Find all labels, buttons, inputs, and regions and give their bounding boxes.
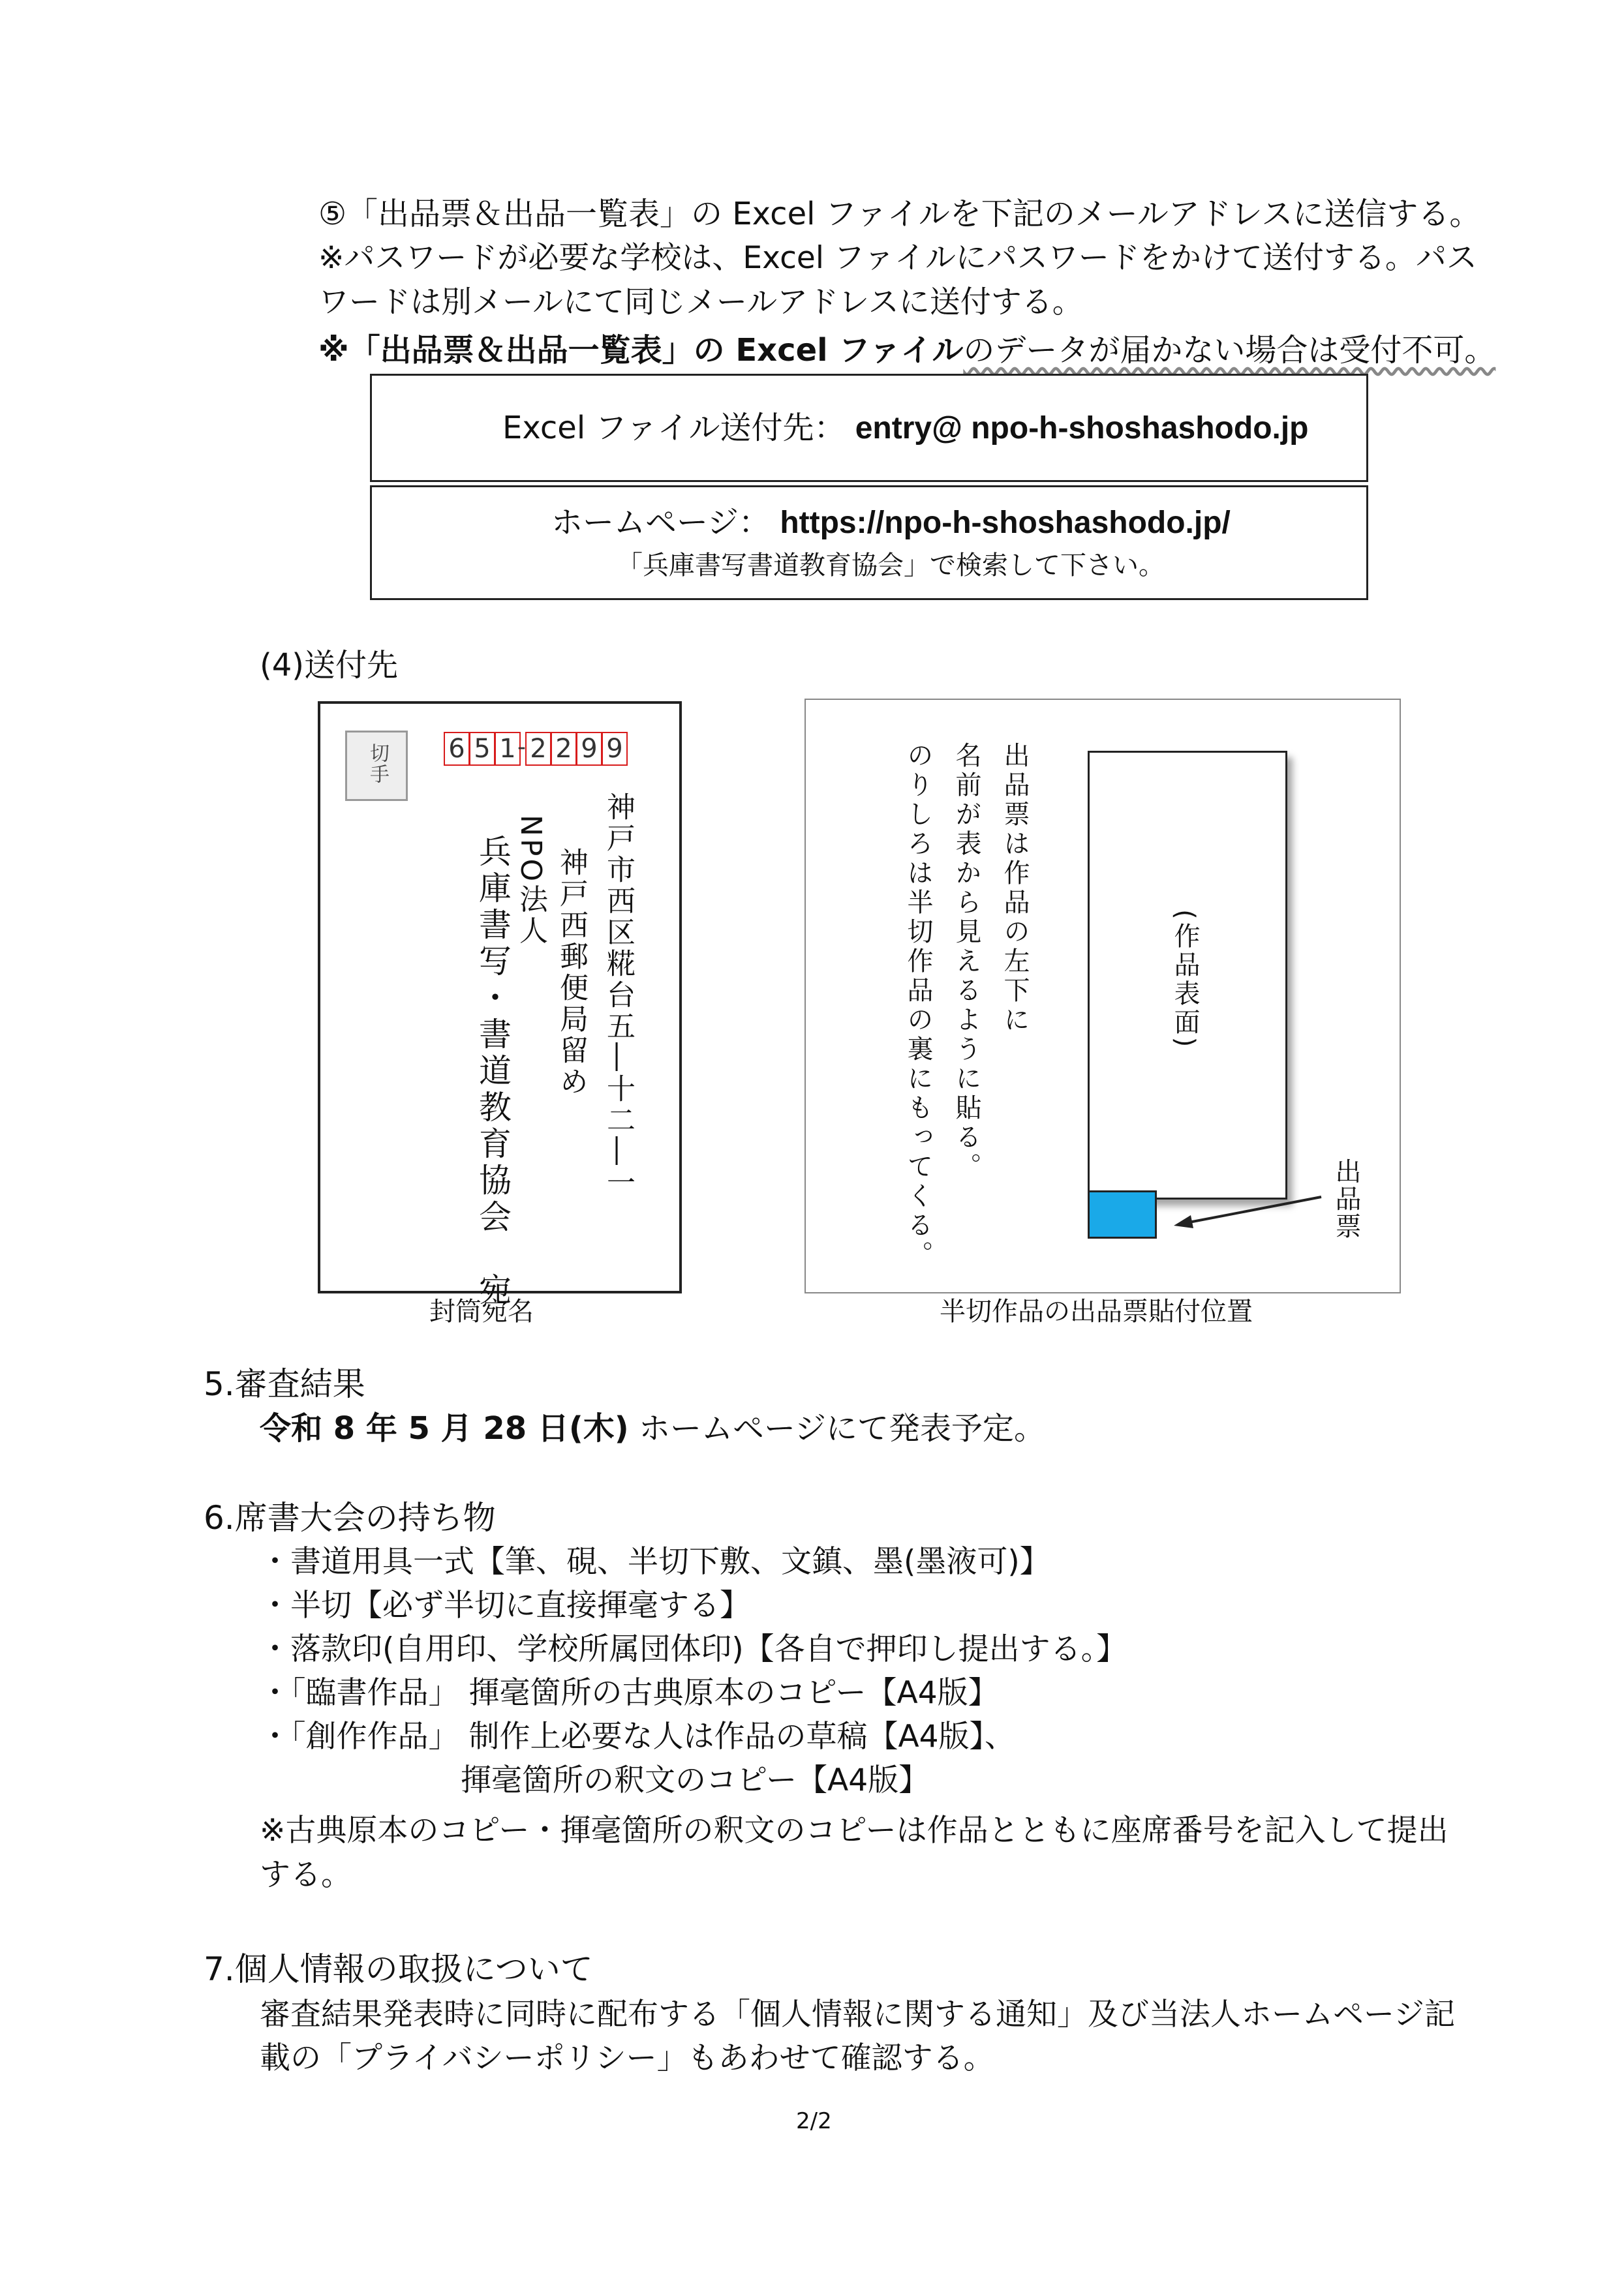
list-item: 揮毫箇所の釈文のコピー【A4版】 [461, 1762, 930, 1798]
page-number: 2/2 [796, 2108, 832, 2134]
work-sheet [1088, 751, 1287, 1200]
instruction-item5: ⑤「出品票＆出品一覧表」の Excel ファイルを下記のメールアドレスに送信する。 [318, 196, 1481, 232]
homepage-search-note: 「兵庫書写書道教育協会」で検索して下さい。 [617, 551, 1165, 581]
envelope-diagram [318, 701, 682, 1309]
zip-digit: 5 [469, 732, 495, 766]
section6-note-line2: する。 [260, 1857, 352, 1893]
instruction-password-line2: ワードは別メールにて同じメールアドレスに送付する。 [318, 284, 1083, 320]
homepage-row [551, 502, 1231, 544]
instruction-password-line1: ※パスワードが必要な学校は、Excel ファイルにパスワードをかけて送付する。パス [318, 240, 1477, 276]
ticket-placement-diagram [804, 699, 1401, 1293]
section6-note-line1: ※古典原本のコピー・揮毫箇所の釈文のコピーは作品とともに座席番号を記入して提出 [260, 1813, 1448, 1849]
placement-note-1: 出品票は作品の左下に [1000, 742, 1030, 1035]
zip-digit: 1 [495, 732, 521, 766]
placement-note-3: のりしろは半切作品の裏にもってくる。 [903, 742, 933, 1270]
section5-date-row [260, 1408, 1045, 1449]
zip-digit: 2 [551, 732, 577, 766]
list-item: ・「臨書作品」 揮毫箇所の古典原本のコピー【A4版】 [260, 1675, 999, 1711]
envelope-address: 神戸市西区糀台五―十二―一 [602, 792, 635, 1199]
envelope-caption: 封筒宛名 [429, 1297, 534, 1327]
warning-rest-text: のデータが届かない場合は受付不可。 [963, 332, 1496, 369]
work-surface-label: (作品表面) [1170, 909, 1200, 1050]
section7-title: 7.個人情報の取扱について [204, 1950, 593, 1988]
result-date: 令和 8 年 5 月 28 日(木) [260, 1410, 629, 1447]
zip-digit: 6 [444, 732, 470, 766]
excel-destination-label: Excel ファイル送付先： [502, 410, 846, 446]
section7-line1: 審査結果発表時に同時に配布する「個人情報に関する通知」及び当法人ホームページ記 [260, 1997, 1456, 2032]
homepage-url[interactable]: https://npo-h-shoshashodo.jp/ [780, 506, 1231, 540]
excel-destination-email[interactable]: entry@ npo-h-shoshashodo.jp [855, 411, 1309, 446]
entry-ticket [1088, 1190, 1157, 1239]
envelope-org-name: 兵庫書写・書道教育協会 宛 [474, 834, 512, 1309]
ticket-label: 出品票 [1331, 1158, 1361, 1240]
excel-destination-row [502, 407, 1309, 449]
zip-digit: 9 [576, 732, 602, 766]
zip-hyphen: - [517, 734, 526, 761]
warning-bold-text: ※「出品票＆出品一覧表」の Excel ファイル [318, 332, 964, 369]
list-item: ・「創作作品」 制作上必要な人は作品の草稿【A4版】、 [260, 1719, 1015, 1755]
list-item: ・書道用具一式【筆、硯、半切下敷、文鎮、墨(墨液可)】 [260, 1544, 1050, 1580]
placement-caption: 半切作品の出品票貼付位置 [940, 1297, 1253, 1327]
list-item: ・半切【必ず半切に直接揮毫する】 [260, 1588, 750, 1624]
stamp-label: 切手 [366, 743, 389, 785]
section5-title: 5.審査結果 [204, 1365, 365, 1403]
instruction-warning [318, 329, 1495, 371]
envelope-org-type: NPO法人 [514, 815, 547, 947]
excel-destination-box [370, 374, 1368, 482]
section6-title: 6.席書大会の持ち物 [204, 1499, 496, 1537]
placement-note-2: 名前が表から見えるように貼る。 [951, 742, 981, 1182]
stamp-box [345, 731, 408, 801]
homepage-box [370, 485, 1368, 600]
list-item: ・落款印(自用印、学校所属団体印)【各自で押印し提出する。】 [260, 1631, 1127, 1667]
homepage-label: ホームページ： [551, 504, 771, 541]
envelope-post-office: 神戸西郵便局留め [555, 847, 588, 1098]
arrow-icon [1171, 1183, 1328, 1235]
section4-title: (4)送付先 [260, 647, 398, 684]
zip-digit: 9 [602, 732, 628, 766]
result-announcement: ホームページにて発表予定。 [628, 1410, 1046, 1447]
section7-line2: 載の「プライバシーポリシー」もあわせて確認する。 [260, 2040, 994, 2076]
zip-digit: 2 [525, 732, 551, 766]
